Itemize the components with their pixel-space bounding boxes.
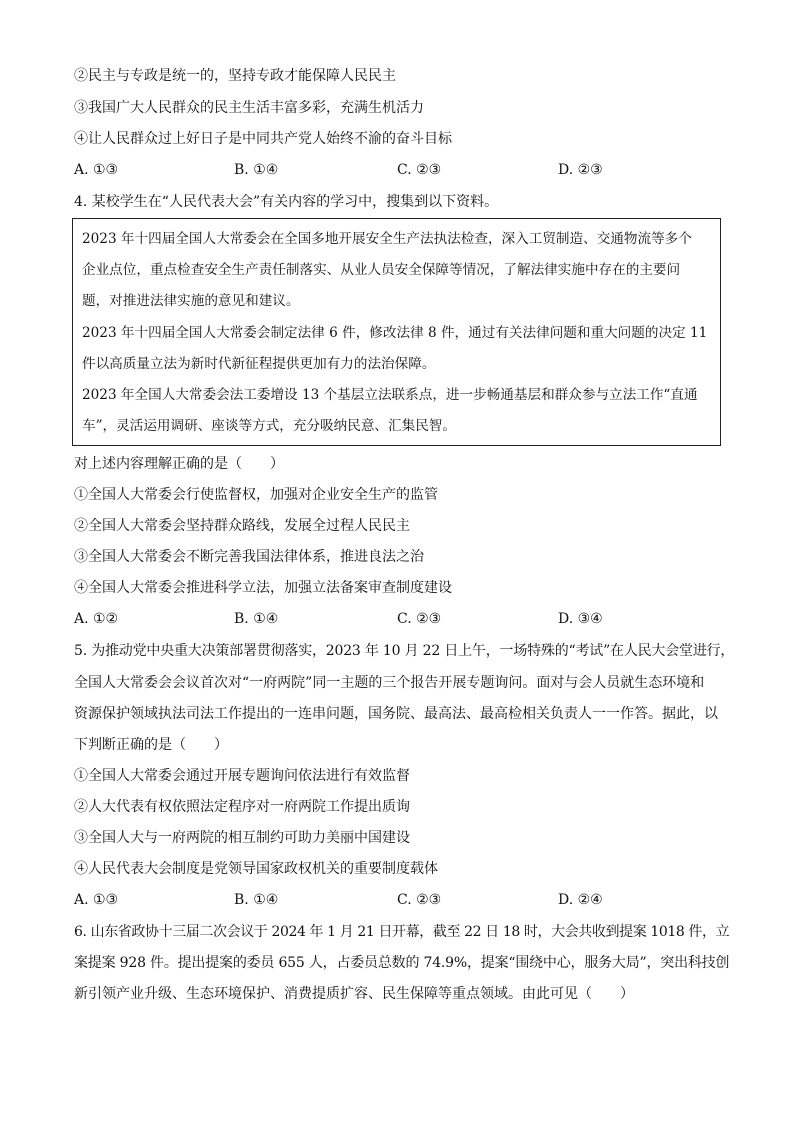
q5-stem-line: 资源保护领域执法司法工作提出的一连串问题，国务院、最高法、最高检相关负责人一一作答。据此，以 — [74, 706, 718, 722]
q5-stem-line: 下判断正确的是（ ） — [74, 737, 228, 753]
q3-option-c: C. ②③ — [397, 162, 442, 178]
q3-options — [74, 160, 734, 180]
q4-option-b: B. ①④ — [234, 611, 279, 627]
q6-stem-line: 新引领产业升级、生态环境保护、消费提质扩容、民生保障等重点领域。由此可见（ ） — [74, 986, 634, 1002]
q4-item-1: ①全国人大常委会行使监督权，加强对企业安全生产的监管 — [74, 487, 438, 503]
q5-stem-line: 5. 为推动党中央重大决策部署贯彻落实，2023 年 10 月 22 日上午，一场特殊的“考试”在人民大会堂进行， — [74, 643, 735, 659]
q5-option-d: D. ②④ — [558, 892, 603, 908]
q5-item-1: ①全国人大常委会通过开展专题询问依法进行有效监督 — [74, 768, 410, 784]
q6-stem-line: 案提案 928 件。提出提案的委员 655 人，占委员总数的 74.9%，提案“围绕中心，服务大局”，突出科技创 — [74, 955, 730, 971]
q5-item-4: ④人民代表大会制度是党领导国家政权机关的重要制度载体 — [74, 861, 438, 877]
q4-item-3: ③全国人大常委会不断完善我国法律体系，推进良法之治 — [74, 549, 424, 565]
q4-item-2: ②全国人大常委会坚持群众路线，发展全过程人民民主 — [74, 518, 410, 534]
q4-option-a: A. ①② — [74, 611, 119, 627]
q4-material-box — [72, 218, 721, 446]
q4-material-line: 件以高质量立法为新时代新征程提供更加有力的法治保障。 — [82, 356, 436, 372]
q3-option-a: A. ①③ — [74, 162, 119, 178]
q5-option-b: B. ①④ — [234, 892, 279, 908]
q4-material-line: 车”，灵活运用调研、座谈等方式，充分吸纳民意、汇集民智。 — [82, 418, 456, 434]
q5-stem-line: 全国人大常委会会议首次对“一府两院”同一主题的三个报告开展专题询问。面对与会人员就生态环境和 — [74, 675, 705, 691]
q3-item-3: ③我国广大人民群众的民主生活丰富多彩，充满生机活力 — [74, 100, 424, 116]
q5-option-c: C. ②③ — [397, 892, 442, 908]
q3-option-b: B. ①④ — [234, 162, 279, 178]
q4-option-c: C. ②③ — [397, 611, 442, 627]
q4-material-line: 2023 年十四届全国人大常委会制定法律 6 件，修改法律 8 件，通过有关法律问题和重大问题的决定 11 — [82, 325, 708, 341]
q5-item-2: ②人大代表有权依照法定程序对一府两院工作提出质询 — [74, 799, 410, 815]
q4-material-line: 2023 年全国人大常委会法工委增设 13 个基层立法联系点，进一步畅通基层和群众参与立法工作“直通 — [82, 387, 698, 403]
q3-item-4: ④让人民群众过上好日子是中同共产党人始终不渝的奋斗目标 — [74, 131, 452, 147]
q3-item-2: ②民主与专政是统一的，坚持专政才能保障人民民主 — [74, 68, 396, 84]
q4-options — [74, 609, 734, 629]
q4-item-4: ④全国人大常委会推进科学立法，加强立法备案审查制度建设 — [74, 580, 452, 596]
q4-question: 对上述内容理解正确的是（ ） — [74, 456, 284, 472]
q4-stem: 4. 某校学生在“人民代表大会”有关内容的学习中，搜集到以下资料。 — [74, 194, 499, 210]
q5-item-3: ③全国人大与一府两院的相互制约可助力美丽中国建设 — [74, 830, 410, 846]
q4-material-line: 2023 年十四届全国人大常委会在全国多地开展安全生产法执法检查，深入工贸制造、交通物流等多个 — [82, 231, 692, 247]
q4-option-d: D. ③④ — [558, 611, 603, 627]
q3-option-d: D. ②③ — [558, 162, 603, 178]
q6-stem-line: 6. 山东省政协十三届二次会议于 2024 年 1 月 21 日开幕，截至 22 日 18 时，大会共收到提案 1018 件，立 — [74, 924, 730, 940]
q5-option-a: A. ①③ — [74, 892, 119, 908]
q4-material-line: 企业点位，重点检查安全生产责任制落实、从业人员安全保障等情况，了解法律实施中存在的主要问 — [82, 262, 681, 278]
q4-material-line: 题，对推进法律实施的意见和建议。 — [82, 293, 300, 309]
q5-options — [74, 890, 734, 910]
